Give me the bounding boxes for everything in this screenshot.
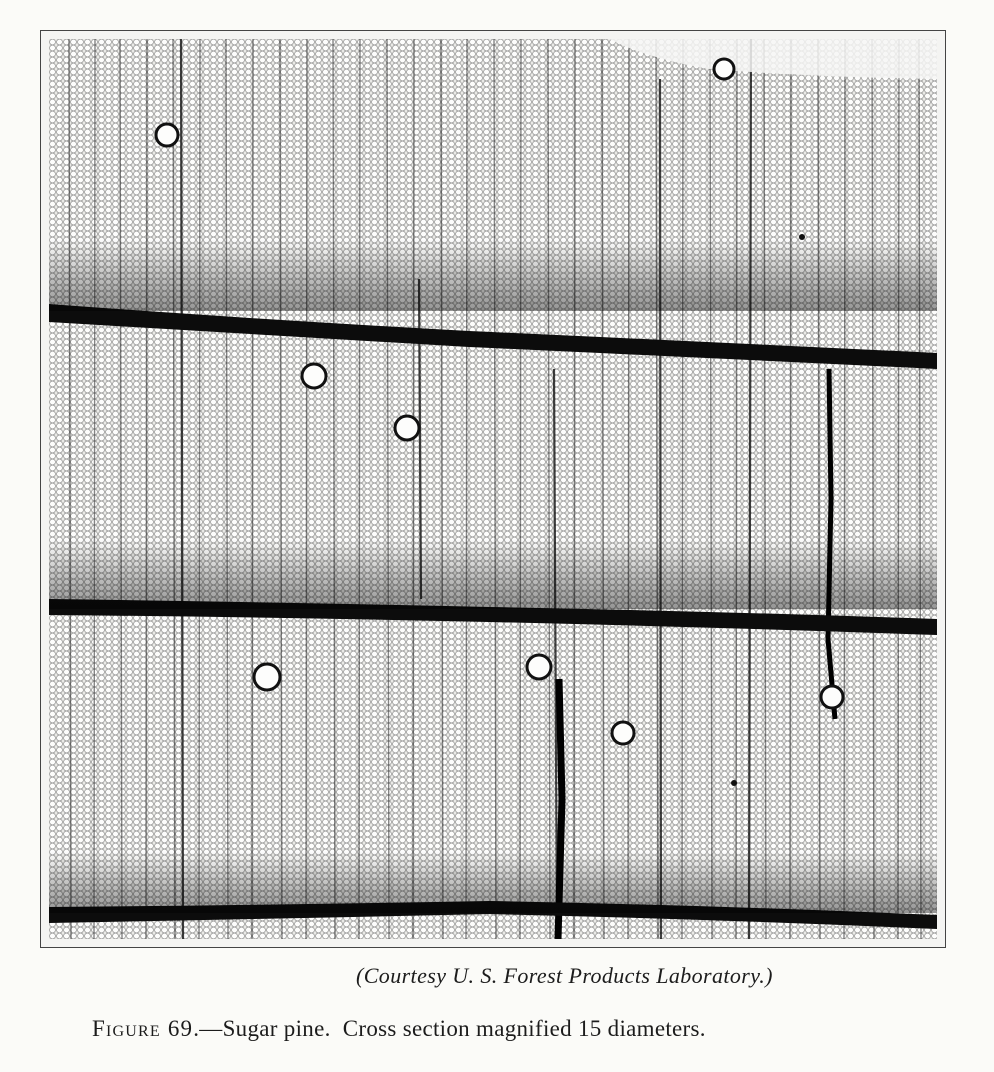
figure-caption [92, 1016, 706, 1042]
micrograph-image [49, 39, 937, 939]
caption-text: Sugar pine. Cross section magnified 15 diameters. [222, 1016, 706, 1041]
micrograph-overlay [49, 39, 937, 939]
photo-credit: (Courtesy U. S. Forest Products Laboratory.) [356, 963, 773, 988]
caption-separator: .— [193, 1016, 223, 1041]
figure-label: Figure 69 [92, 1016, 194, 1041]
figure-frame [40, 30, 946, 948]
